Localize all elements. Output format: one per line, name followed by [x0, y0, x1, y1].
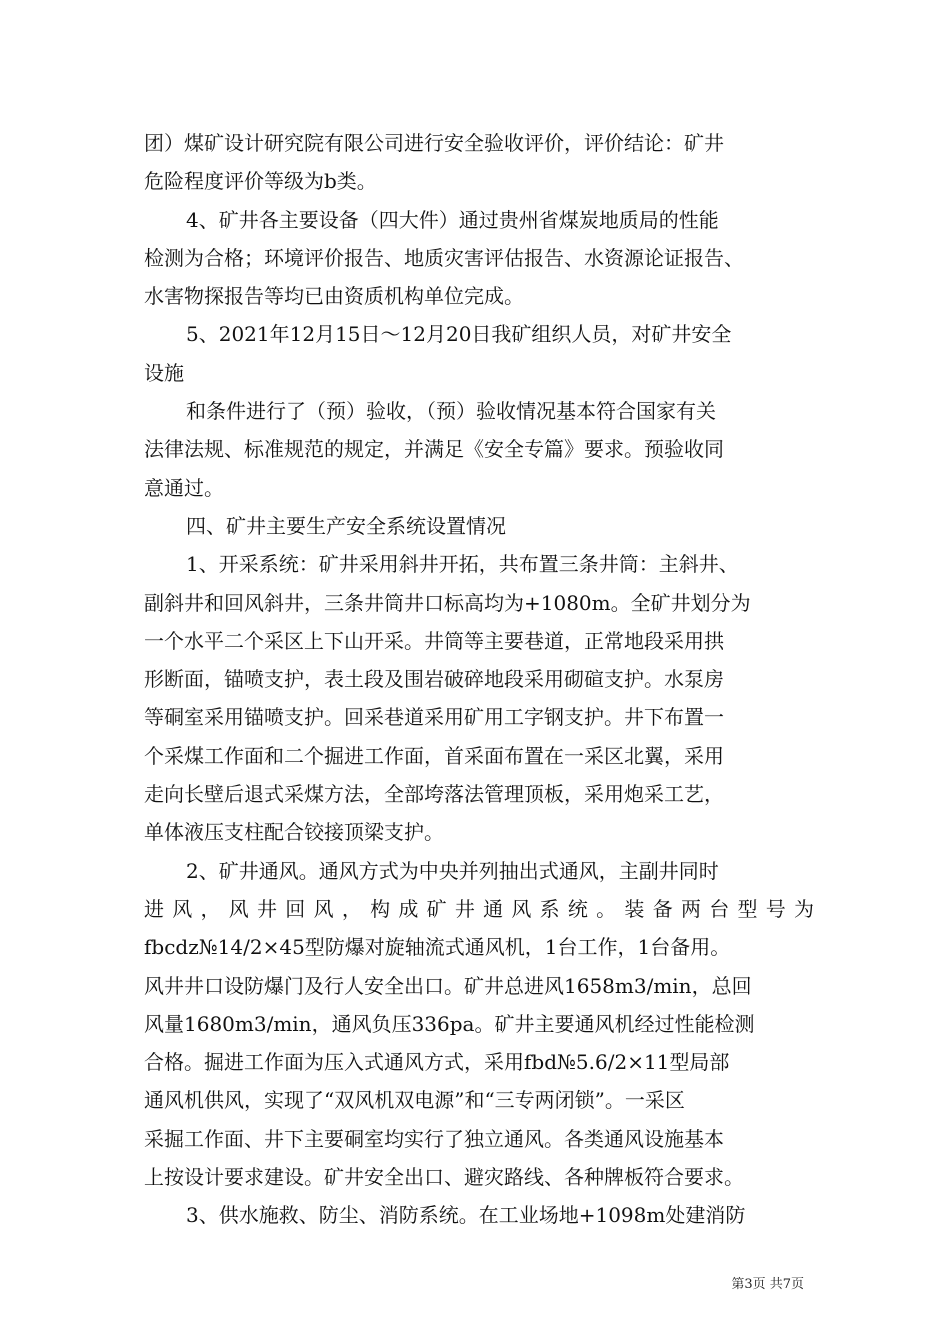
text-line: 水害物探报告等均已由资质机构单位完成。: [144, 284, 524, 309]
text-line: 2、矿井通风。通风方式为中央并列抽出式通风，主副井同时: [186, 858, 719, 883]
text-line: 4、矿井各主要设备（四大件）通过贵州省煤炭地质局的性能: [186, 207, 719, 232]
text-line: 形断面，锚喷支护，表土段及围岩破碎地段采用砌碹支护。水泵房: [144, 667, 724, 692]
document-body: [144, 124, 814, 1235]
text-line: 进风，风井回风，构成矿井通风系统。装备两台型号为: [144, 896, 814, 921]
text-line: 采掘工作面、井下主要硐室均实行了独立通风。各类通风设施基本: [144, 1126, 724, 1151]
text-line: 意通过。: [144, 475, 224, 500]
text-line: 设施: [144, 360, 184, 385]
text-line: 等硐室采用锚喷支护。回采巷道采用矿用工字钢支护。井下布置一: [144, 705, 724, 730]
text-line: 5、2021年12月15日～12月20日我矿组织人员，对矿井安全: [186, 322, 732, 347]
text-line: 副斜井和回风斜井，三条井筒井口标高均为+1080m。全矿井划分为: [144, 590, 751, 615]
text-line: 检测为合格；环境评价报告、地质灾害评估报告、水资源论证报告、: [144, 245, 744, 270]
text-line: 1、开采系统：矿井采用斜井开拓，共布置三条井筒：主斜井、: [186, 552, 739, 577]
text-line: 风量1680m3/min，通风负压336pa。矿井主要通风机经过性能检测: [144, 1011, 755, 1036]
text-line: fbcdz№14/2×45型防爆对旋轴流式通风机，1台工作，1台备用。: [144, 935, 731, 960]
text-line: 单体液压支柱配合铰接顶梁支护。: [144, 820, 444, 845]
text-line: 上按设计要求建设。矿井安全出口、避灾路线、各种牌板符合要求。: [144, 1165, 744, 1190]
text-line: 合格。掘进工作面为压入式通风方式，采用fbd№5.6/2×11型局部: [144, 1050, 730, 1075]
text-line: 团）煤矿设计研究院有限公司进行安全验收评价，评价结论：矿井: [144, 131, 724, 155]
text-line: 个采煤工作面和二个掘进工作面，首采面布置在一采区北翼，采用: [144, 743, 724, 768]
text-line: 四、矿井主要生产安全系统设置情况: [186, 513, 506, 538]
text-line: 法律法规、标准规范的规定，并满足《安全专篇》要求。预验收同: [144, 437, 724, 462]
text-line: 和条件进行了（预）验收，（预）验收情况基本符合国家有关: [186, 399, 716, 424]
text-line: 通风机供风，实现了“双风机双电源”和“三专两闭锁”。一采区: [144, 1088, 685, 1113]
text-line: 3、供水施救、防尘、消防系统。在工业场地+1098m处建消防: [186, 1203, 746, 1228]
page-number: 第3页 共7页: [731, 1277, 804, 1292]
text-line: 一个水平二个采区上下山开采。井筒等主要巷道，正常地段采用拱: [144, 628, 724, 653]
text-line: 走向长壁后退式采煤方法，全部垮落法管理顶板，采用炮采工艺，: [144, 782, 724, 807]
text-line: 风井井口设防爆门及行人安全出口。矿井总进风1658m3/min，总回: [144, 973, 752, 998]
text-line: 危险程度评价等级为b类。: [144, 169, 377, 194]
